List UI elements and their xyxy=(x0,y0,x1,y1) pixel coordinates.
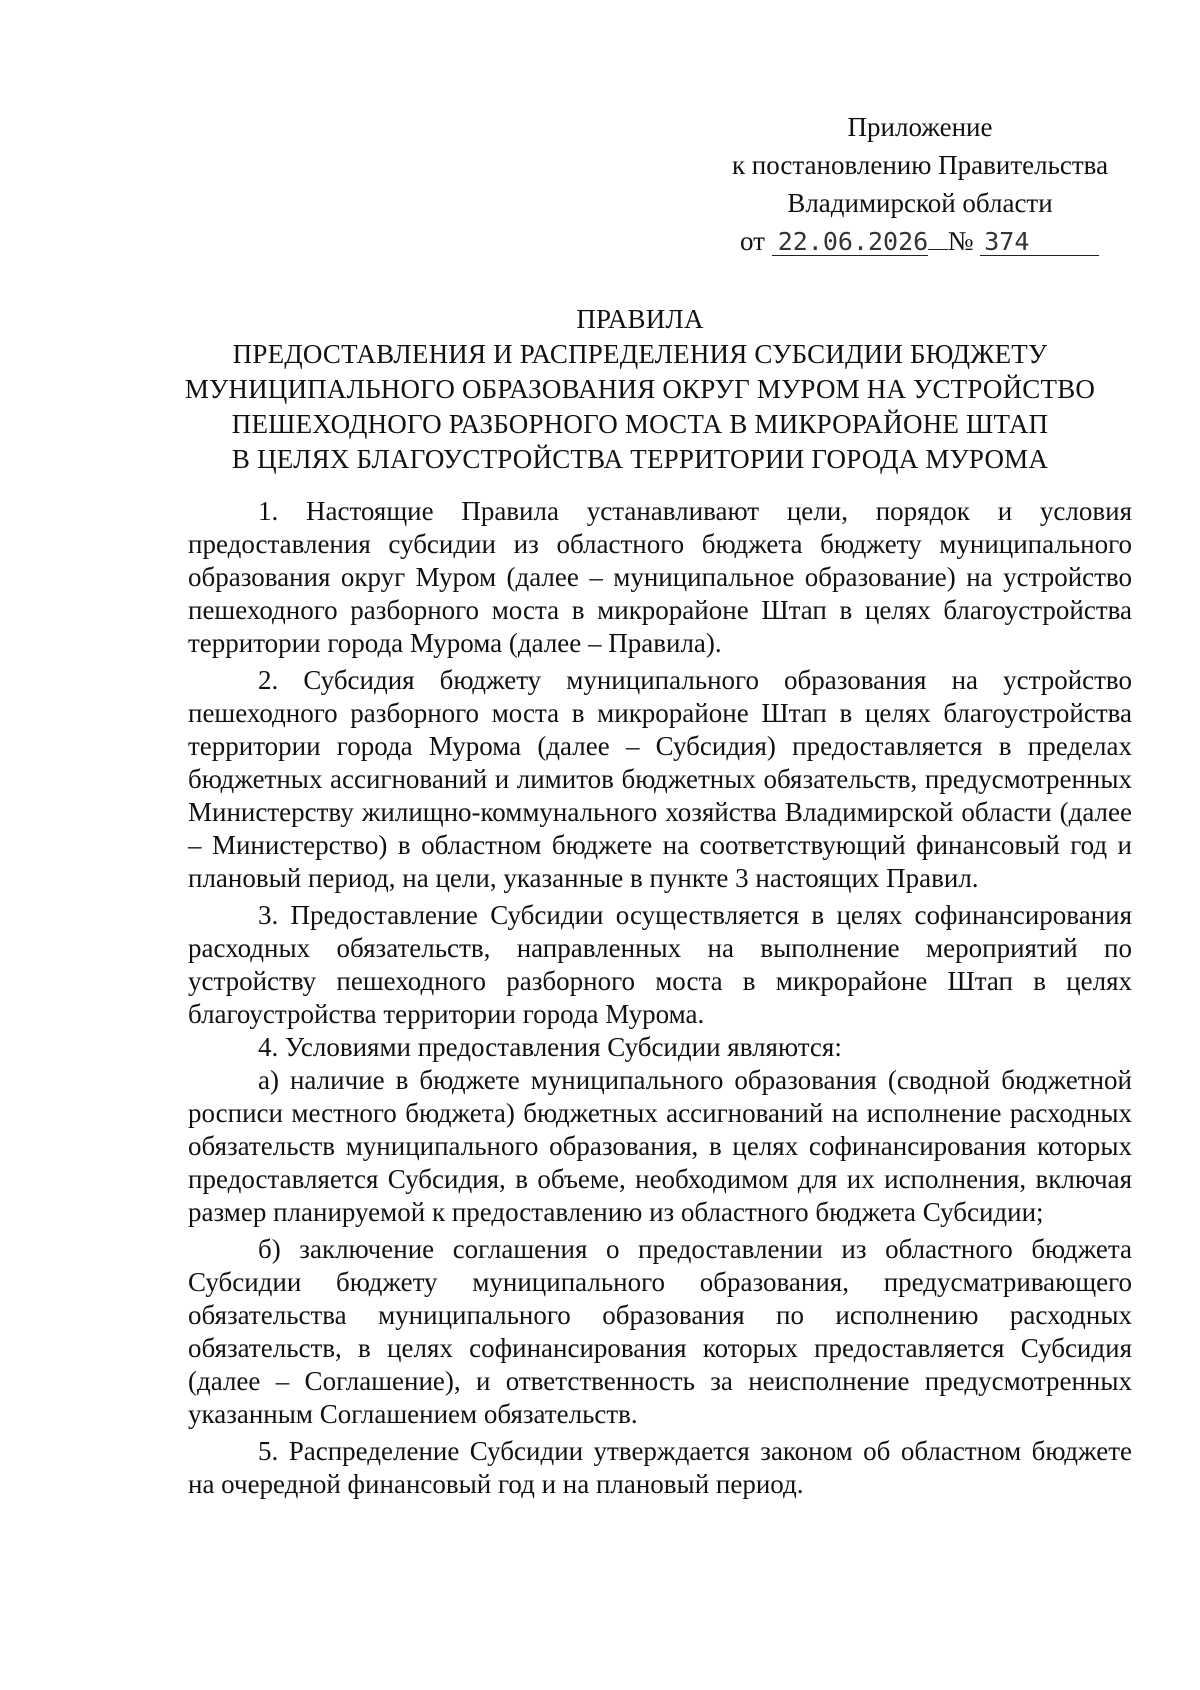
appendix-block xyxy=(700,108,1140,260)
paragraph-5: 5. Распределение Субсидии утверждается законом об областном бюджете на очередной финансовый год и на плановый период. xyxy=(188,1436,1132,1499)
paragraph-4: 4. Условиями предоставления Субсидии являются: xyxy=(258,1032,842,1062)
title-line: ПРАВИЛА xyxy=(576,304,704,334)
appendix-resolution-ref: к постановлению Правительства xyxy=(731,150,1109,180)
date-field: 22.06.2026 xyxy=(772,229,928,256)
title-line: ПРЕДОСТАВЛЕНИЯ И РАСПРЕДЕЛЕНИЯ СУБСИДИИ БЮДЖЕТУ xyxy=(232,339,1048,369)
number-prefix: № xyxy=(947,226,974,256)
paragraph-3: 3. Предоставление Субсидии осуществляется в целях софинансирования расходных обязательств, направленных на выполнение мероприятий по устройству пешеходного разборного моста в микрорайоне Штап в целях благоустройства территории города Мурома. xyxy=(188,900,1132,1029)
appendix-title: Приложение xyxy=(847,112,993,142)
paragraph-4a: а) наличие в бюджете муниципального образования (сводной бюджетной росписи местного бюджета) бюджетных ассигнований на исполнение расходных обязательств муниципального образования, в целях софинансирования которых предоставляется Субсидия, в объеме, необходимом для их исполнения, включая размер планируемой к предоставлению из областного бюджета Субсидии; xyxy=(188,1065,1132,1227)
document-title xyxy=(180,302,1100,477)
document-body xyxy=(188,495,1132,1501)
number-field: 374 xyxy=(980,229,1099,256)
title-line: ПЕШЕХОДНОГО РАЗБОРНОГО МОСТА В МИКРОРАЙОНЕ ШТАП xyxy=(231,409,1049,439)
title-line: В ЦЕЛЯХ БЛАГОУСТРОЙСТВА ТЕРРИТОРИИ ГОРОДА МУРОМА xyxy=(231,444,1049,474)
title-line: МУНИЦИПАЛЬНОГО ОБРАЗОВАНИЯ ОКРУГ МУРОМ НА УСТРОЙСТВО xyxy=(184,374,1096,404)
appendix-date-number xyxy=(700,222,1140,260)
date-underline-tail xyxy=(928,249,948,250)
appendix-region: Владимирской области xyxy=(787,188,1053,218)
paragraph-1: 1. Настоящие Правила устанавливают цели, порядок и условия предоставления субсидии из областного бюджета бюджету муниципального образования округ Муром (далее – муниципальное образование) на устройство пешеходного разборного моста в микрорайоне Штап в целях благоустройства территории города Мурома (далее – Правила). xyxy=(188,496,1132,658)
date-prefix: от xyxy=(740,226,765,256)
paragraph-4b: б) заключение соглашения о предоставлении из областного бюджета Субсидии бюджету муниципального образования, предусматривающего обязательства муниципального образования по исполнению расходных обязательств, в целях софинансирования которых предоставляется Субсидия (далее – Соглашение), и ответственность за неисполнение предусмотренных указанным Соглашением обязательств. xyxy=(188,1234,1132,1429)
paragraph-2: 2. Субсидия бюджету муниципального образования на устройство пешеходного разборного моста в микрорайоне Штап в целях благоустройства территории города Мурома (далее – Субсидия) предоставляется в пределах бюджетных ассигнований и лимитов бюджетных обязательств, предусмотренных Министерству жилищно-коммунального хозяйства Владимирской области (далее – Министерство) в областном бюджете на соответствующий финансовый год и плановый период, на цели, указанные в пункте 3 настоящих Правил. xyxy=(188,665,1132,893)
